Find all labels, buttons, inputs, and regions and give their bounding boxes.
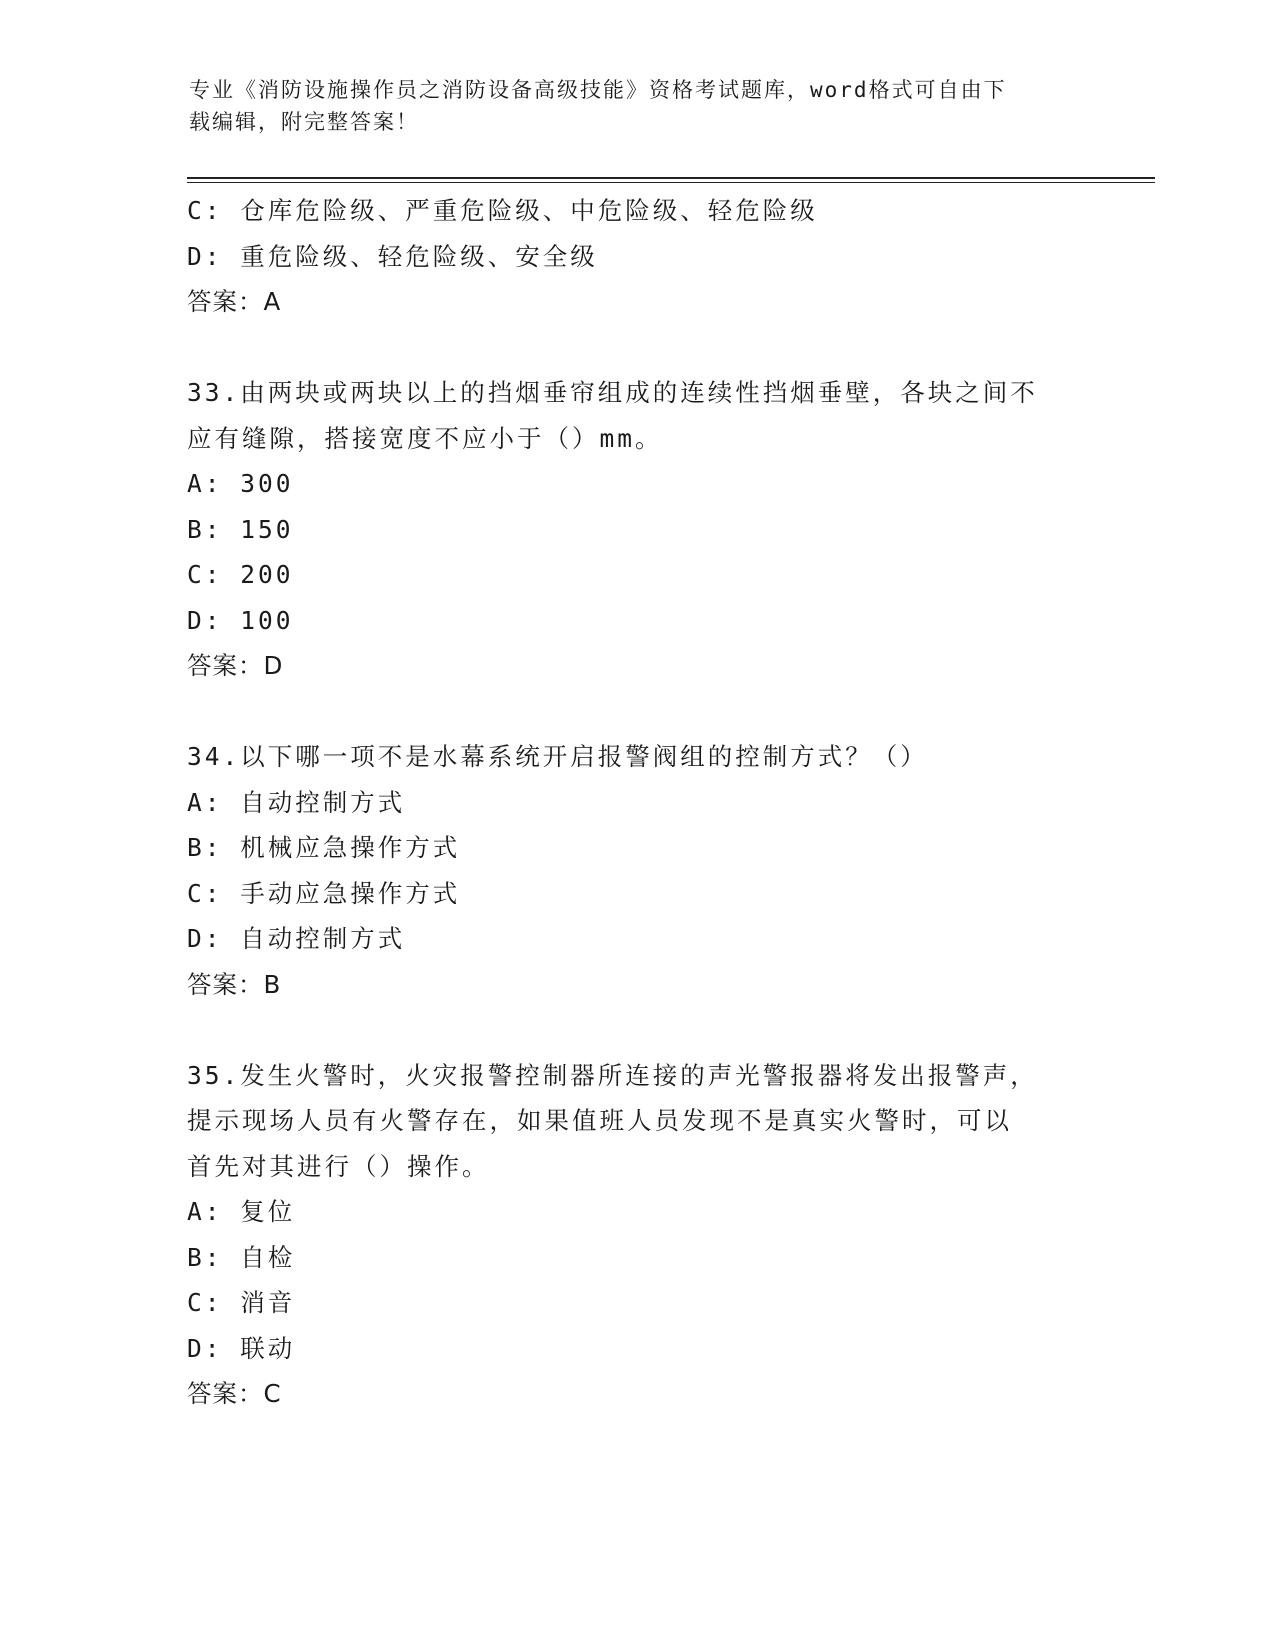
- question-stem: 33.由两块或两块以上的挡烟垂帘组成的连续性挡烟垂壁，各块之间不: [187, 378, 1038, 407]
- document-header: [189, 74, 1089, 138]
- option-d: D: 联动: [187, 1333, 296, 1363]
- header-divider-thin: [187, 182, 1155, 183]
- question-stem: 应有缝隙，搭接宽度不应小于（）mm。: [187, 423, 663, 453]
- spacer: [187, 1007, 1087, 1053]
- question-32-continued: [187, 188, 1087, 325]
- option-a: A: 复位: [187, 1197, 296, 1226]
- answer: 答案：A: [187, 287, 282, 316]
- option-b: B: 150: [187, 514, 294, 544]
- option-c: C: 消音: [187, 1288, 296, 1317]
- answer: 答案：B: [187, 969, 282, 999]
- spacer: [187, 689, 1087, 735]
- option-c: C: 手动应急操作方式: [187, 878, 461, 908]
- header-divider-thick: [187, 177, 1155, 179]
- option-a: A: 300: [187, 469, 294, 498]
- answer: 答案：C: [187, 1379, 282, 1408]
- option-b: B: 自检: [187, 1242, 296, 1272]
- question-33: [187, 370, 1087, 689]
- option-b: B: 机械应急操作方式: [187, 833, 461, 862]
- header-line-2: 载编辑，附完整答案！: [189, 110, 419, 134]
- question-stem: 首先对其进行（）操作。: [187, 1151, 490, 1181]
- question-stem: 35.发生火警时，火灾报警控制器所连接的声光警报器将发出报警声，: [187, 1060, 1038, 1090]
- answer: 答案：D: [187, 651, 284, 680]
- spacer: [187, 325, 1087, 371]
- header-line-1: 专业《消防设施操作员之消防设备高级技能》资格考试题库，word格式可自由下: [189, 78, 1007, 102]
- option-d: D: 重危险级、轻危险级、安全级: [187, 241, 598, 271]
- question-34: [187, 734, 1087, 1007]
- question-35: [187, 1053, 1087, 1417]
- option-c: C: 仓库危险级、严重危险级、中危险级、轻危险级: [187, 196, 818, 225]
- question-stem: 34.以下哪一项不是水幕系统开启报警阀组的控制方式？（）: [187, 742, 928, 771]
- question-list: [187, 188, 1087, 1417]
- question-stem: 提示现场人员有火警存在，如果值班人员发现不是真实火警时，可以: [187, 1106, 1012, 1135]
- option-a: A: 自动控制方式: [187, 787, 406, 817]
- option-d: D: 100: [187, 605, 294, 635]
- option-c: C: 200: [187, 560, 294, 589]
- option-d: D: 自动控制方式: [187, 924, 406, 953]
